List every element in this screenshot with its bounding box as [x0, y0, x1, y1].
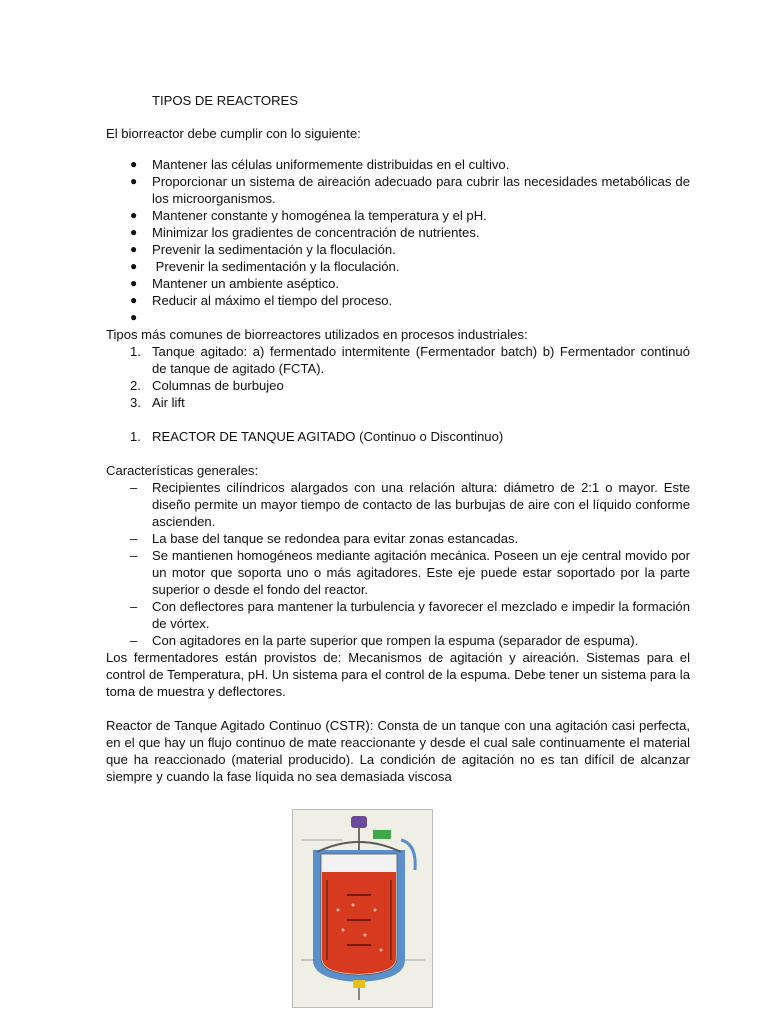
characteristics-list — [106, 479, 690, 649]
list-item: ● Prevenir la sedimentación y la floculación. — [130, 259, 400, 274]
list-item: ● Prevenir la sedimentación y la floculación. — [130, 242, 396, 257]
bullet-icon: ● — [130, 208, 138, 222]
types-intro: Tipos más comunes de biorreactores utilizados en procesos industriales: — [106, 327, 528, 342]
bullet-icon: ● — [130, 310, 138, 324]
list-item: ● Mantener un ambiente aséptico. — [130, 276, 340, 291]
list-item: 3. Air lift — [130, 395, 185, 410]
bullet-icon: ● — [130, 174, 138, 188]
fermenters-paragraph: Los fermentadores están provistos de: Mecanismos de agitación y aireación. Sistemas para el control de Temperatura, pH. Un sistema para el control de la espuma. Debe tener un sistema para la toma de muestra y deflectores. — [106, 650, 690, 699]
dash-icon: – — [130, 548, 138, 563]
dash-icon: – — [130, 531, 138, 546]
bullet-icon: ● — [130, 293, 138, 307]
types-list — [106, 343, 690, 411]
list-item: 2. Columnas de burbujeo — [130, 378, 284, 393]
requirements-list — [106, 156, 690, 326]
document-page — [106, 92, 690, 785]
list-item: 1. REACTOR DE TANQUE AGITADO (Continuo o Discontinuo) — [130, 429, 504, 444]
culture-broth-icon — [322, 872, 396, 974]
stirred-tank-reactor-illustration — [293, 810, 432, 1007]
air-inlet-icon — [353, 980, 365, 988]
list-item: – Se mantienen homogéneos mediante agitación mecánica. Poseen un eje central movido por un motor que soporta uno o más agitadores. Este eje puede estar soportado por la parte superior o desde el fondo del reactor. — [130, 548, 690, 597]
bullet-icon: ● — [130, 225, 138, 239]
document-title: TIPOS DE REACTORES — [152, 93, 299, 108]
list-item: – Con deflectores para mantener la turbulencia y favorecer el mezclado e impedir la formación de vórtex. — [130, 599, 690, 631]
cstr-paragraph: Reactor de Tanque Agitado Continuo (CSTR): Consta de un tanque con una agitación casi perfecta, en el que hay un flujo continuo de mate reaccionante y desde el cual sale continuamente el material que ha reaccionado (material producido). La condición de agitación no es tan difícil de alcanzar siempre y cuando la fase líquida no sea demasiada viscosa — [106, 718, 690, 784]
list-item: 1. Tanque agitado: a) fermentado intermitente (Fermentador batch) b) Fermentador continuó de tanque de agitado (FCTA). — [130, 344, 690, 376]
section-heading — [106, 428, 690, 445]
bullet-icon: ● — [130, 157, 138, 171]
characteristics-title: Características generales: — [106, 463, 259, 478]
list-item: ● Reducir al máximo el tiempo del proceso. — [130, 293, 393, 308]
reactor-diagram-figure — [292, 809, 433, 1008]
list-item: – Recipientes cilíndricos alargados con una relación altura: diámetro de 2:1 o mayor. Este diseño permite un mayor tiempo de contacto de las burbujas de aire con el líquido conforme ascienden. — [130, 480, 690, 529]
dash-icon: – — [130, 599, 138, 614]
list-item: – Con agitadores en la parte superior que rompen la espuma (separador de espuma). — [130, 633, 639, 648]
bullet-icon: ● — [130, 276, 138, 290]
bullet-icon: ● — [130, 259, 138, 273]
list-item: ● Minimizar los gradientes de concentración de nutrientes. — [130, 225, 480, 240]
list-item: ● Mantener constante y homogénea la temperatura y el pH. — [130, 208, 487, 223]
motor-icon — [351, 816, 367, 828]
control-panel-icon — [373, 830, 391, 839]
dash-icon: – — [130, 633, 138, 648]
list-item — [106, 309, 690, 326]
list-item: – La base del tanque se redondea para evitar zonas estancadas. — [130, 531, 519, 546]
list-item: ● Proporcionar un sistema de aireación adecuado para cubrir las necesidades metabólicas de los microorganismos. — [130, 174, 690, 206]
list-item: ● Mantener las células uniformemente distribuidas en el cultivo. — [130, 157, 510, 172]
bullet-icon: ● — [130, 242, 138, 256]
intro-text: El biorreactor debe cumplir con lo siguiente: — [106, 126, 361, 141]
dash-icon: – — [130, 480, 138, 495]
